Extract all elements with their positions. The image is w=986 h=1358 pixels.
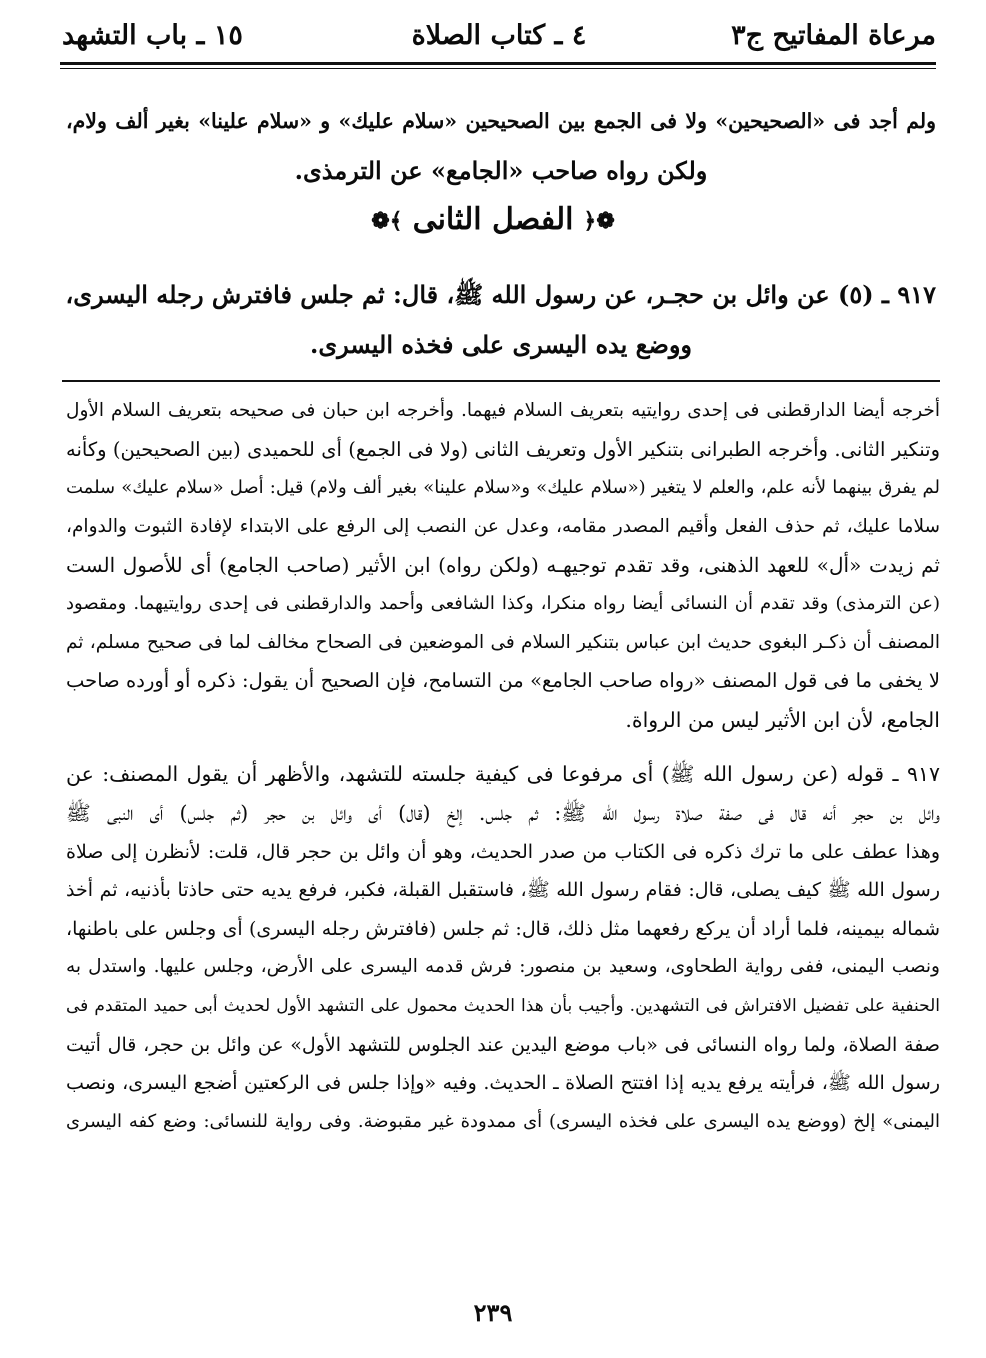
commentary-line: لم يفرق بينهما لأنه علم، والعلم لا يتغير («سلام عليك» و«سلام علينا» بغير ألف ولام) قيل: أصل «سلام عليك» سلمت: [66, 477, 940, 499]
hadith-text-block: [66, 270, 936, 370]
commentary-line: (عن الترمذى) وقد تقدم أن النسائى أيضا رواه منكرا، وكذا الشافعى وأحمد والدارقطنى فى إحدى روايتيهما. ومقصود: [66, 592, 940, 614]
commentary-line: وائل بن حجر أنه قال فى صفة صلاة رسول الله ﷺ: ثم جلس. إلخ (قال) أى وائل بن حجر (ثم جلس) أى النبى ﷺ: [66, 800, 940, 825]
commentary-line: وتنكير الثانى. وأخرجه الطبرانى بتنكير الأول وتعريف الثانى (ولا فى الجمع) أى للحميدى (بين الصحيحين) وكأنه: [66, 437, 940, 461]
header-book-title: مرعاة المفاتيح ج٣: [731, 20, 936, 51]
hadith-line: ٩١٧ ـ (٥) عن وائل بن حجـر، عن رسول الله ﷺ، قال: ثم جلس فافترش رجله اليسرى،: [65, 280, 936, 309]
matn-line: ولم أجد فى «الصحيحين» ولا فى الجمع بين الصحيحين «سلام عليك» و «سلام علينا» بغير ألف ولام،: [66, 109, 936, 133]
ornament-icon: ❁﴿: [583, 208, 615, 234]
commentary-line: المصنف أن ذكـر البغوى حديث ابن عباس بتنكير السلام فى الموضعين فى الصحاح مخالف لما فى صحيح مسلم، ثم: [66, 631, 940, 653]
running-header: [62, 8, 936, 60]
section-heading: [0, 202, 986, 237]
hadith-line: ووضع يده اليسرى على فخذه اليسرى.: [309, 330, 693, 359]
header-chapter-title: ٤ ـ كتاب الصلاة: [411, 20, 587, 51]
commentary-line: لا يخفى ما فى قول المصنف «رواه صاحب الجامع» من التسامح، فإن الصحيح أن يقول: ذكره أو أورده صاحب: [66, 669, 940, 693]
page-number: ٢٣٩: [473, 1298, 513, 1327]
commentary-line: ثم زيدت «أل» للعهد الذهنى، وقد تقدم توجيهـه (ولكن رواه) ابن الأثير (صاحب الجامع) أى للأصول الست: [66, 553, 940, 578]
section-heading-text: الفصل الثانى: [412, 202, 574, 237]
commentary-line: وهذا عطف على ما ترك ذكره فى الكتاب من صدر الحديث، وهو أن وائل بن حجر قال، قلت: لأنظرن إلى صلاة: [66, 840, 940, 863]
commentary-line: الجامع، لأن ابن الأثير ليس من الرواة.: [625, 707, 940, 732]
ornament-icon: ﴾❁: [371, 208, 403, 234]
header-rule-thick: [60, 62, 936, 65]
commentary-line: شماله بيمينه، فلما أراد أن يركع رفعهما مثل ذلك، قال: ثم جلس (فافترش رجله اليسرى) أى وجلس على باطنها،: [66, 917, 940, 940]
commentary-line: اليمنى» إلخ (ووضع يده اليسرى على فخذه اليسرى) أى ممدودة غير مقبوضة. وفى رواية للنسائى: وضع كفه اليسرى: [66, 1110, 940, 1132]
commentary-line: رسول الله ﷺ، فرأيته يرفع يديه إذا افتتح الصلاة ـ الحديث. وفيه «وإذا جلس فى الركعتين أضجع اليسرى، ونصب: [66, 1072, 940, 1095]
header-section-title: ١٥ ـ باب التشهد: [62, 20, 243, 51]
commentary-line: الحنفية على تفضيل الافتراش فى التشهدين. وأجيب بأن هذا الحديث محمول على التشهد الأول لحديث أبى حميد المتقدم فى: [66, 995, 940, 1016]
matn-top-block: [66, 96, 936, 196]
commentary-line: رسول الله ﷺ كيف يصلى، قال: فقام رسول الله ﷺ، فاستقبل القبلة، فكبر، فرفع يديه حتى حاذتا بأذنيه، ثم أخذ: [66, 879, 940, 902]
commentary-divider: [62, 380, 940, 382]
commentary-line: أخرجه أيضا الدارقطنى فى إحدى روايتيه بتعريف السلام فيهما. وأخرجه ابن حبان فى صحيحه بتعريف السلام الأول: [66, 400, 940, 421]
commentary-line: سلاما عليك، ثم حذف الفعل وأقيم المصدر مقامه، وعدل عن النصب إلى الرفع على الابتداء لإفادة الثبوت والدوام،: [66, 515, 940, 537]
commentary-line: ٩١٧ ـ قوله (عن رسول الله ﷺ) أى مرفوعا فى كيفية جلسته للتشهد، والأظهر أن يقول المصنف: عن: [66, 762, 940, 787]
commentary-line: ونصب اليمنى، ففى رواية الطحاوى، وسعيد بن منصور: فرش قدمه اليسرى على الأرض، وجلس عليها. واستدل به: [66, 956, 940, 978]
commentary-block: [66, 392, 940, 1141]
header-rule-thin: [60, 68, 936, 69]
commentary-line: صفة الصلاة، ولما رواه النسائى فى «باب موضع اليدين عند الجلوس للتشهد الأول» عن وائل بن حجر، قال أتيت: [66, 1033, 940, 1056]
matn-line: ولكن رواه صاحب «الجامع» عن الترمذى.: [294, 156, 708, 185]
